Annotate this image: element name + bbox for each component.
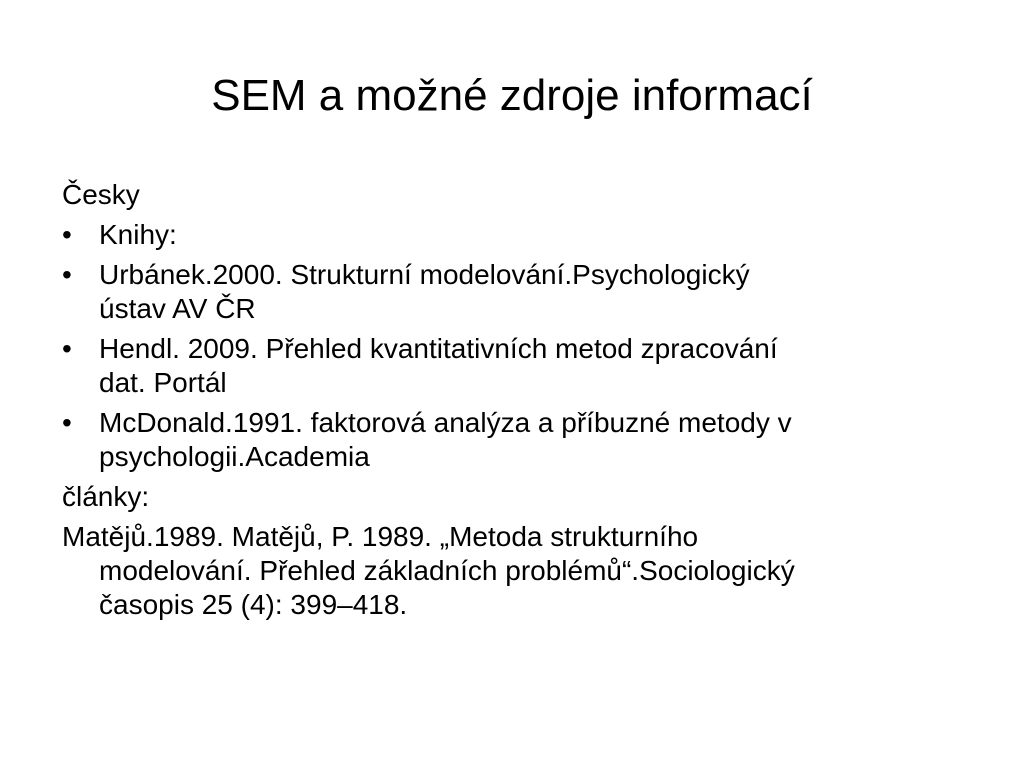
bullet-icon: • xyxy=(62,219,72,250)
bullet-item-hendl xyxy=(62,332,962,400)
article-line: Matějů.1989. Matějů, P. 1989. „Metoda strukturního xyxy=(62,521,699,552)
bullet-icon: • xyxy=(62,333,72,364)
heading-czech: Česky xyxy=(62,179,140,210)
heading-articles: články: xyxy=(62,481,150,512)
bullet-text: Knihy: xyxy=(99,219,177,250)
bullet-text-line: psychologii.Academia xyxy=(99,441,370,472)
bullet-icon: • xyxy=(62,407,72,438)
bullet-item-mcdonald xyxy=(62,406,962,474)
bullet-item-books xyxy=(62,218,962,252)
article-reference xyxy=(62,520,962,622)
bullet-text-line: dat. Portál xyxy=(99,367,227,398)
bullet-text-line: Urbánek.2000. Strukturní modelování.Psychologický xyxy=(99,259,750,290)
bullet-text-line: ústav AV ČR xyxy=(99,293,256,324)
slide-body xyxy=(62,178,962,628)
bullet-text-line: McDonald.1991. faktorová analýza a příbuzné metody v xyxy=(99,407,792,438)
article-line: časopis 25 (4): 399–418. xyxy=(99,589,408,620)
slide-title: SEM a možné zdroje informací xyxy=(211,71,813,120)
bullet-item-urbanek xyxy=(62,258,962,326)
article-line: modelování. Přehled základních problémů“.Sociologický xyxy=(99,555,795,586)
bullet-icon: • xyxy=(62,259,72,290)
bullet-text-line: Hendl. 2009. Přehled kvantitativních metod zpracování xyxy=(99,333,778,364)
